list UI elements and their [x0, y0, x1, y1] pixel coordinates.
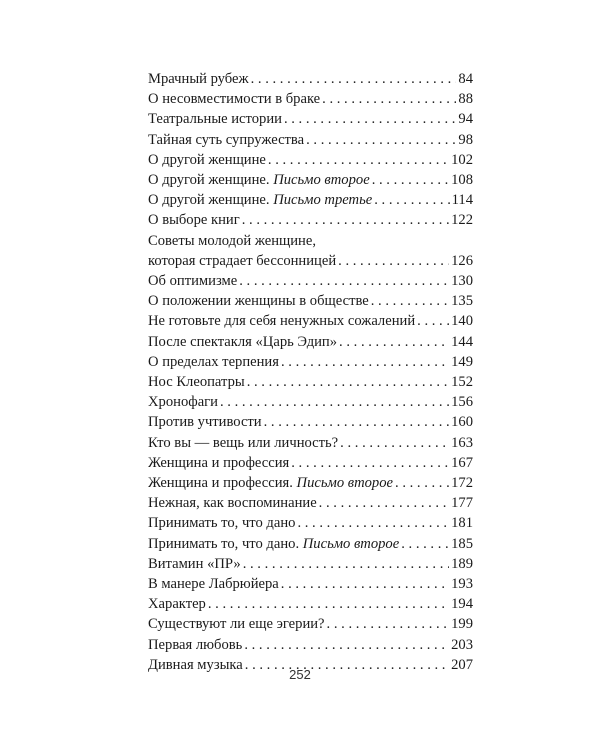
toc-dot-leader: [417, 311, 449, 331]
toc-entry[interactable]: [148, 150, 473, 170]
toc-entry-subtitle: Письмо второе: [273, 172, 370, 189]
toc-dot-leader: [401, 534, 449, 554]
toc-entry[interactable]: [148, 130, 473, 150]
toc-entry[interactable]: [148, 170, 473, 190]
toc-entry[interactable]: [148, 311, 473, 331]
toc-dot-leader: [251, 69, 457, 89]
toc-dot-leader: [322, 89, 456, 109]
page-number: 252: [289, 667, 311, 682]
toc-entry-title: Против учтивости: [148, 414, 262, 431]
toc-entry[interactable]: [148, 493, 473, 513]
toc-dot-leader: [374, 190, 449, 210]
toc-entry[interactable]: [148, 352, 473, 372]
toc-entry[interactable]: [148, 291, 473, 311]
toc-dot-leader: [247, 372, 449, 392]
toc-dot-leader: [242, 210, 449, 230]
toc-entry-page: 122: [451, 212, 473, 229]
toc-entry-title: Хронофаги: [148, 394, 218, 411]
toc-entry-page: 207: [451, 656, 473, 673]
toc-entry-page: 88: [458, 91, 473, 108]
toc-entry-title: Мрачный рубеж: [148, 71, 249, 87]
toc-entry-page: 199: [451, 616, 473, 633]
toc-entry-page: 193: [451, 576, 473, 593]
toc-entry-title: [148, 534, 399, 554]
toc-entry-title: Не готовьте для себя ненужных сожалений: [148, 313, 416, 330]
toc-entry-title: Характер: [148, 596, 206, 613]
toc-dot-leader: [243, 554, 449, 574]
toc-entry-page: 94: [458, 111, 473, 128]
toc-entry-title: Нос Клеопатры: [148, 374, 245, 391]
toc-entry-title: О другой женщине: [148, 151, 266, 168]
toc-dot-leader: [306, 130, 456, 150]
toc-entry[interactable]: [148, 332, 473, 352]
toc-dot-leader: [281, 574, 449, 594]
toc-entry[interactable]: [148, 69, 473, 89]
toc-dot-leader: [291, 453, 449, 473]
toc-entry[interactable]: [148, 614, 473, 634]
toc-entry-title: Об оптимизме: [148, 273, 238, 290]
toc-entry[interactable]: [148, 89, 473, 109]
toc-entry-page: 156: [451, 394, 473, 411]
toc-dot-leader: [264, 412, 450, 432]
toc-entry-page: 144: [451, 333, 473, 350]
toc-entry-page: 152: [451, 374, 473, 391]
toc-entry-title-main: Принимать то, что дано.: [148, 535, 300, 552]
toc-entry-page: 189: [451, 555, 473, 572]
toc-entry[interactable]: [148, 372, 473, 392]
toc-entry-title: Театральные истории: [148, 111, 282, 128]
toc-entry[interactable]: [148, 190, 473, 210]
toc-entry-title: Витамин «ПР»: [148, 555, 241, 572]
toc-entry-page: 130: [451, 273, 473, 290]
toc-entry-page: 177: [451, 495, 473, 512]
toc-entry-title: Женщина и профессия: [148, 454, 290, 471]
toc-entry-page: 135: [451, 293, 473, 310]
toc-dot-leader: [284, 109, 456, 129]
toc-entry[interactable]: [148, 513, 473, 533]
toc-dot-leader: [371, 291, 449, 311]
toc-entry-page: 194: [451, 596, 473, 613]
toc-entry-page: 98: [458, 131, 473, 148]
toc-entry[interactable]: [148, 574, 473, 594]
toc-entry-subtitle: Письмо третье: [273, 192, 373, 209]
toc-dot-leader: [340, 433, 449, 453]
toc-entry-subtitle: Письмо второе: [296, 475, 394, 492]
toc-entry-title-main: О другой женщине.: [148, 172, 270, 189]
toc-entry-title-main: Женщина и профессия.: [148, 475, 293, 492]
toc-entry[interactable]: [148, 594, 473, 614]
toc-entry-page: 140: [451, 313, 473, 330]
toc-entry-title: [148, 473, 393, 493]
toc-entry-page: 114: [451, 192, 473, 209]
toc-entry[interactable]: [148, 433, 473, 453]
toc-entry-title: После спектакля «Царь Эдип»: [148, 333, 338, 350]
toc-entry-subtitle: Письмо второе: [302, 535, 400, 552]
toc-dot-leader: [208, 594, 449, 614]
toc-entry[interactable]: [148, 109, 473, 129]
toc-dot-leader: [281, 352, 449, 372]
toc-entry[interactable]: [148, 453, 473, 473]
toc-entry[interactable]: [148, 635, 473, 655]
toc-entry[interactable]: [148, 554, 473, 574]
toc-entry-page: 126: [451, 252, 473, 269]
toc-entry-page: 84: [458, 71, 473, 87]
toc-dot-leader: [268, 150, 449, 170]
toc-entry-page: 160: [451, 414, 473, 431]
toc-dot-leader: [395, 473, 449, 493]
toc-entry-title: В манере Лабрюйера: [148, 576, 279, 593]
toc-dot-leader: [297, 513, 449, 533]
toc-entry-title: О положении женщины в обществе: [148, 293, 369, 310]
toc-entry-title: Существуют ли еще эгерии?: [148, 616, 325, 633]
toc-dot-leader: [244, 635, 449, 655]
toc-entry-title: Нежная, как воспоминание: [148, 495, 317, 512]
toc-dot-leader: [338, 251, 449, 271]
toc-entry-title: Дивная музыка: [148, 656, 243, 673]
toc-entry[interactable]: [148, 392, 473, 412]
toc-dot-leader: [372, 170, 449, 190]
toc-entry-title-main: О другой женщине.: [148, 192, 270, 209]
toc-entry-title: Кто вы — вещь или личность?: [148, 434, 339, 451]
toc-entry[interactable]: [148, 412, 473, 432]
toc-entry-title: Тайная суть супружества: [148, 131, 305, 148]
toc-entry-title: [148, 170, 370, 190]
toc-dot-leader: [220, 392, 449, 412]
toc-entry[interactable]: [148, 534, 473, 554]
toc-entry-title: О пределах терпения: [148, 353, 279, 370]
toc-entry-page: 149: [451, 353, 473, 370]
toc-entry-page: 181: [451, 515, 473, 532]
toc-entry-page: 163: [451, 434, 473, 451]
toc-entry[interactable]: [148, 271, 473, 291]
toc-dot-leader: [339, 332, 449, 352]
toc-entry-title: О несовместимости в браке: [148, 91, 321, 108]
toc-entry-title-line2: которая страдает бессонницей: [148, 252, 337, 269]
toc-entry-page: 167: [451, 454, 473, 471]
toc-entry-title: О выборе книг: [148, 212, 240, 229]
toc-entry-title: Принимать то, что дано: [148, 515, 296, 532]
toc-entry-page: 185: [451, 535, 473, 552]
toc-entry[interactable]: [148, 210, 473, 230]
toc-dot-leader: [319, 493, 449, 513]
toc-entry-page: 203: [451, 636, 473, 653]
toc-entry-page: 108: [451, 172, 473, 189]
toc-entry-second-line: [148, 251, 473, 271]
toc-entry[interactable]: [148, 473, 473, 493]
toc-entry-title: [148, 190, 372, 210]
toc-entry-page: 102: [451, 151, 473, 168]
toc-entry-title: Советы молодой женщине,: [148, 232, 316, 249]
toc-entry-title: Первая любовь: [148, 636, 243, 653]
table-of-contents: [148, 69, 473, 675]
toc-dot-leader: [239, 271, 449, 291]
toc-dot-leader: [327, 614, 450, 634]
toc-entry-page: 172: [451, 475, 473, 492]
toc-entry[interactable]: [148, 231, 473, 271]
